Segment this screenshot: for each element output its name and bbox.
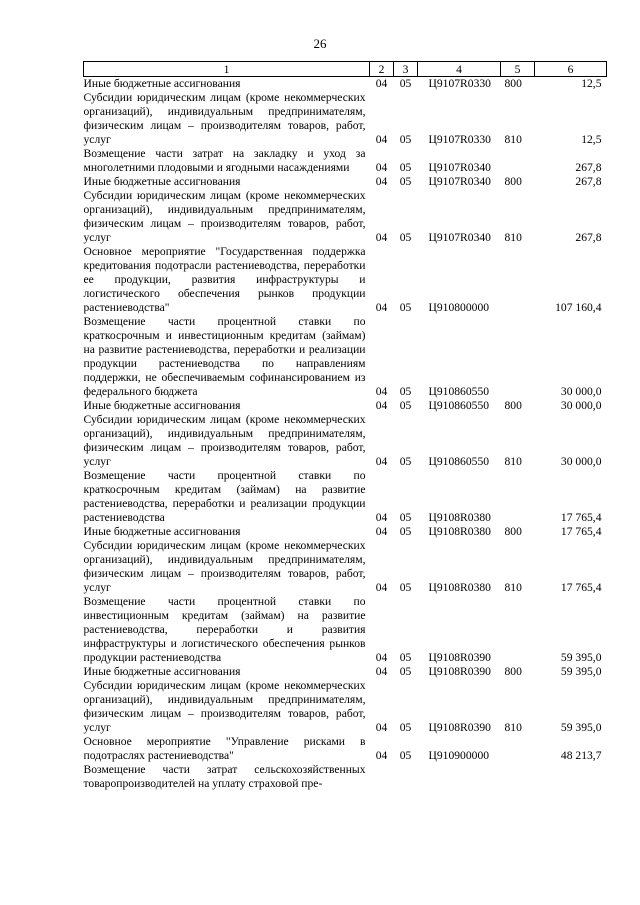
row-code-cell: Ц9108R0390 [428,665,491,678]
row-name-cell: Иные бюджетные ассигнования [83,525,241,538]
row-type-cell [501,595,535,665]
row-subsection-cell: 05 [399,525,412,538]
row-name-cell: Иные бюджетные ассигнования [83,399,241,412]
row-amount-cell: 17 765,4 [560,581,602,594]
row-section-cell: 04 [375,651,388,664]
row-code-cell: Ц9108R0380 [428,581,491,594]
row-section-cell: 04 [375,581,388,594]
row-code-cell: Ц9107R0330 [428,77,491,90]
row-subsection-cell: 05 [399,77,412,90]
row-name-cell: Основное мероприятие "Управление рисками в подотраслях растениеводства" [83,735,366,762]
row-amount-cell: 30 000,0 [560,399,602,412]
row-subsection-cell: 05 [399,665,412,678]
row-subsection-cell: 05 [399,651,412,664]
row-section-cell: 04 [375,133,388,146]
row-name-cell: Иные бюджетные ассигнования [83,665,241,678]
row-amount-cell: 267,8 [575,175,602,188]
table-row [84,735,607,763]
row-amount-cell: 12,5 [581,133,602,146]
row-type-cell: 800 [504,175,522,188]
table-row [84,539,607,595]
row-type-cell: 810 [504,133,522,146]
row-section-cell: 04 [375,385,388,398]
row-code-cell: Ц9108R0380 [428,525,491,538]
row-subsection-cell: 05 [399,175,412,188]
row-name-cell: Возмещение части затрат на закладку и уход за многолетними плодовыми и ягодными насаждениями [83,147,366,174]
row-amount-cell: 17 765,4 [560,511,602,524]
page-number: 26 [313,36,327,51]
row-section-cell: 04 [375,749,388,762]
row-amount-cell: 17 765,4 [560,525,602,538]
table-row [84,91,607,147]
table-row [84,189,607,245]
header-col-1: 1 [84,62,370,77]
table-row [84,175,607,189]
row-amount-cell: 30 000,0 [560,455,602,468]
table-row [84,77,607,92]
row-name-cell: Субсидии юридическим лицам (кроме некоммерческих организаций), индивидуальным предпринимателям, физическим лицам – производителям товаров, работ, услуг [83,539,366,594]
row-subsection-cell: 05 [399,399,412,412]
row-type-cell: 800 [504,665,522,678]
row-section-cell: 04 [375,455,388,468]
row-subsection-cell: 05 [399,231,412,244]
row-code-cell: Ц910900000 [428,749,490,762]
row-subsection-cell: 05 [399,581,412,594]
row-amount-cell [535,763,607,791]
row-section-cell: 04 [375,511,388,524]
row-section-cell: 04 [375,175,388,188]
table-row [84,763,607,791]
table-row [84,413,607,469]
row-amount-cell: 59 395,0 [560,721,602,734]
row-section-cell: 04 [375,77,388,90]
row-type-cell [501,735,535,763]
row-name-cell: Иные бюджетные ассигнования [83,77,241,90]
row-type-cell [501,147,535,175]
budget-table [83,61,607,791]
table-row [84,595,607,665]
row-name-cell: Субсидии юридическим лицам (кроме некоммерческих организаций), индивидуальным предпринимателям, физическим лицам – производителям товаров, работ, услуг [83,413,366,468]
row-code-cell: Ц9108R0390 [428,721,491,734]
row-amount-cell: 59 395,0 [560,651,602,664]
row-code-cell: Ц910860550 [428,399,490,412]
table-row [84,469,607,525]
row-section-cell: 04 [375,231,388,244]
row-type-cell [501,763,535,791]
table-row [84,525,607,539]
row-type-cell: 810 [504,581,522,594]
table-row [84,399,607,413]
row-name-cell: Возмещение части процентной ставки по краткосрочным и инвестиционным кредитам (займам) на развитие растениеводства, переработки и реализации продукции растениеводства по направлениям поддержки, не обеспечиваемым софинансированием из федерального бюджета [83,315,366,398]
row-subsection-cell: 05 [399,721,412,734]
row-code-cell: Ц910800000 [428,301,490,314]
header-col-4: 4 [418,62,501,77]
table-row [84,147,607,175]
table-header [84,62,607,77]
row-section-cell: 04 [375,399,388,412]
row-code-cell: Ц910860550 [428,385,490,398]
row-type-cell [501,315,535,399]
row-amount-cell: 107 160,4 [555,301,602,314]
header-col-5: 5 [501,62,535,77]
row-name-cell: Возмещение части процентной ставки по краткосрочным кредитам (займам) на развитие растениеводства, переработки и реализации продукции растениеводства [83,469,366,524]
row-name-cell: Основное мероприятие "Государственная поддержка кредитования подотрасли растениеводства, переработки ее продукции, развития инфраструктуры и логистического обеспечения рынков продукции растениеводства" [83,245,366,314]
row-type-cell: 810 [504,721,522,734]
row-code-cell: Ц9108R0390 [428,651,491,664]
row-type-cell [501,245,535,315]
row-subsection-cell: 05 [399,385,412,398]
row-name-cell: Субсидии юридическим лицам (кроме некоммерческих организаций), индивидуальным предпринимателям, физическим лицам – производителям товаров, работ, услуг [83,189,366,244]
row-type-cell: 800 [504,399,522,412]
row-subsection-cell: 05 [399,511,412,524]
table-row [84,665,607,679]
row-subsection-cell: 05 [399,133,412,146]
table-row [84,245,607,315]
table-row [84,679,607,735]
row-name-cell: Иные бюджетные ассигнования [83,175,241,188]
header-col-6: 6 [535,62,607,77]
row-subsection-cell: 05 [399,749,412,762]
table-row [84,315,607,399]
row-section-cell: 04 [375,525,388,538]
row-subsection-cell: 05 [399,301,412,314]
row-amount-cell: 59 395,0 [560,665,602,678]
row-code-cell: Ц9108R0380 [428,511,491,524]
row-code-cell: Ц9107R0340 [428,231,491,244]
row-section-cell: 04 [375,161,388,174]
header-col-2: 2 [370,62,394,77]
row-subsection-cell: 05 [399,455,412,468]
row-subsection-cell: 05 [399,161,412,174]
row-code-cell: Ц9107R0340 [428,161,491,174]
row-code-cell: Ц9107R0330 [428,133,491,146]
row-code-cell: Ц9107R0340 [428,175,491,188]
row-code-cell: Ц910860550 [428,455,490,468]
row-name-cell: Субсидии юридическим лицам (кроме некоммерческих организаций), индивидуальным предпринимателям, физическим лицам – производителям товаров, работ, услуг [83,679,366,734]
row-section-cell: 04 [375,721,388,734]
row-type-cell: 810 [504,455,522,468]
row-type-cell: 800 [504,525,522,538]
row-amount-cell: 48 213,7 [560,749,602,762]
row-type-cell: 810 [504,231,522,244]
row-name-cell: Субсидии юридическим лицам (кроме некоммерческих организаций), индивидуальным предпринимателям, физическим лицам – производителям товаров, работ, услуг [83,91,366,146]
row-amount-cell: 12,5 [581,77,602,90]
row-subsection-cell [394,763,418,791]
row-section-cell: 04 [375,665,388,678]
row-name-cell: Возмещение части затрат сельскохозяйственных товаропроизводителей на уплату страховой пре- [83,763,366,790]
row-section-cell: 04 [375,301,388,314]
row-amount-cell: 267,8 [575,231,602,244]
row-amount-cell: 267,8 [575,161,602,174]
table-body [84,77,607,792]
row-code-cell [418,763,501,791]
row-amount-cell: 30 000,0 [560,385,602,398]
header-col-3: 3 [394,62,418,77]
row-type-cell: 800 [504,77,522,90]
row-name-cell: Возмещение части процентной ставки по инвестиционным кредитам (займам) на развитие растениеводства, переработки и развития инфраструктуры и логистического обеспечения рынков продукции растениеводства [83,595,366,664]
row-type-cell [501,469,535,525]
row-section-cell [370,763,394,791]
